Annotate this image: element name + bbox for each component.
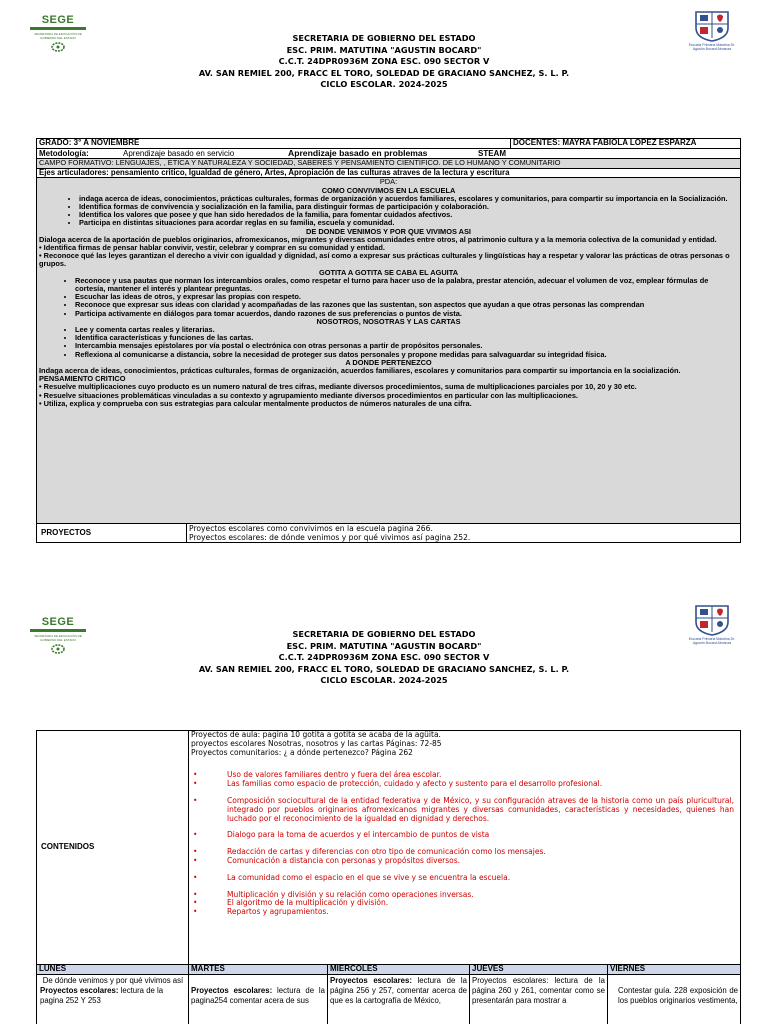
pda-item: • Participa activamente en diálogos para tomar acuerdos, dando razones de sus preferencias o puntos de vista.	[75, 310, 738, 318]
sege-logo-subtext: SECRETARIA DE EDUCACIÓN DE GOBIERNO DEL ESTADO	[34, 32, 82, 40]
martes-cell	[189, 974, 328, 1024]
pda-label: PDA:	[379, 177, 398, 187]
day-header-lunes: LUNES	[37, 965, 189, 975]
contenido-item: • Dialogo para la toma de acuerdos y el intercambio de puntos de vista	[191, 831, 738, 840]
header-line: SECRETARIA DE GOBIERNO DEL ESTADO	[292, 33, 476, 43]
header-line: CICLO ESCOLAR. 2024-2025	[320, 675, 448, 686]
school-shield-icon	[694, 604, 730, 636]
contenido-item: • Repartos y agrupamientos.	[191, 908, 738, 917]
sege-emblem-icon	[51, 644, 65, 654]
section-title: COMO CONVIVIMOS EN LA ESCUELA	[321, 185, 456, 195]
pda-item: • Reflexiona al comunicarse a distancia, sobre la necesidad de proteger sus datos personales y propone medidas para salvaguardar su integridad física.	[75, 351, 738, 359]
section-title: A DONDE PERTENEZCO	[345, 357, 432, 367]
contenidos-table	[36, 730, 741, 1024]
sege-logo-text: SEGE	[41, 616, 75, 628]
day-header-miercoles: MIERCOLES	[328, 965, 470, 975]
sege-logo	[30, 14, 86, 52]
ejes-articuladores-cell: Ejes articuladores: pensamiento critico, Igualdad de género, Artes, Apropiación de las culturas atraves de la lectura y escritura	[37, 168, 741, 178]
pda-item: • indaga acerca de ideas, conocimientos, prácticas culturales, formas de organización y acuerdos familiares, escolares y comunitarios, para compartir su importancia en la Socialización.	[79, 195, 738, 203]
pda-paragraph: Dialoga acerca de la aportación de pueblos originarios, afromexicanos, migrantes y diversas comunidades entre otros, al patrimonio cultura y a la memoria colectiva de la comunidad y entidad.	[39, 234, 717, 244]
pda-item: • Reconoce qué las leyes garantizan el derecho a vivir con igualdad y dignidad, así como a expresar sus prácticas culturales y lingüísticas hay a respetar y valorar las prácticas de otras personas o grupos.	[39, 251, 730, 269]
contenido-item: • Composición sociocultural de la entidad federativa y de México, y su configuración atraves de la historia como un país pluricultural, integrado por pueblos originarios afromexicanos migrantes y diversas comunidades, características y necesidades, quienes han luchado por el reconocimiento de la igualdad en dignidad y derechos.	[191, 797, 738, 823]
martes-rest: lectura de la pagina254 comentar acera de sus	[191, 985, 325, 1005]
ejes-row	[37, 168, 741, 178]
day-header-jueves: JUEVES	[470, 965, 608, 975]
sege-emblem-icon	[51, 42, 65, 52]
pda-paragraph: Indaga acerca de ideas, conocimientos, prácticas culturales, formas de organización, acuerdos familiares, escolares y comunitarios para compartir su importancia en la socialización.	[39, 366, 681, 376]
pda-cell	[37, 178, 741, 524]
header-title-block	[150, 629, 618, 687]
pda-row	[37, 178, 741, 524]
school-shield-icon	[694, 10, 730, 42]
contenido-item: • Uso de valores familiares dentro y fuera del área escolar.	[191, 771, 738, 780]
pda-item: • Participa en distintas situaciones para acordar reglas en su familia, escuela y comunidad.	[79, 219, 738, 227]
proyectos-row	[37, 524, 741, 543]
header-line: CICLO ESCOLAR. 2024-2025	[320, 79, 448, 90]
metodologia-cell	[37, 148, 741, 159]
miercoles-cell	[328, 974, 470, 1024]
lunes-bold: Proyectos escolares:	[40, 985, 119, 995]
proyecto-item: Proyectos escolares como convivimos en la escuela pagina 266.	[189, 524, 433, 534]
pda-item: • Resuelve multiplicaciones cuyo producto es un numero natural de tres cifras, mediante diversos procedimientos, suma de multiplicaciones parciales por 10, 20 y 30 etc.	[39, 382, 637, 392]
section-title: DE DONDE VENIMOS Y POR QUE VIVIMOS ASI	[306, 226, 471, 236]
contenido-intro: proyectos escolares Nosotras, nosotros y las cartas Páginas: 72-85	[191, 738, 442, 748]
contenidos-row	[37, 731, 741, 965]
campo-formativo-cell: CAMPO FORMATIVO: LENGUAJES, , ETICA Y NATURALEZA Y SOCIEDAD, SABERES Y PENSAMIENTO CIENTIFICO. DE LO HUMANO Y COMUNITARIO	[37, 159, 741, 169]
contenido-item: • Comunicación a distancia con personas y propósitos diversos.	[191, 857, 738, 866]
header-line: AV. SAN REMIEL 200, FRACC EL TORO, SOLEDAD DE GRACIANO SANCHEZ, S. L. P.	[198, 67, 570, 78]
contenidos-label: CONTENIDOS	[37, 731, 189, 965]
day-header-viernes: VIERNES	[608, 965, 741, 975]
page-header-1	[0, 0, 768, 110]
metodologia-problemas: Aprendizaje basado en problemas	[288, 148, 428, 158]
pda-item: • Identifica formas de convivencia y socialización en la familia, para distinguir formas de participación y colaboración.	[79, 203, 738, 211]
contenido-item: • La comunidad como el espacio en el que se vive y se encuentra la escuela.	[191, 874, 738, 883]
section-title: GOTITA A GOTITA SE CABA EL AGUITA	[318, 267, 459, 277]
viernes-cell	[608, 974, 741, 1024]
proyectos-label: PROYECTOS	[37, 524, 187, 543]
pda-item: • Lee y comenta cartas reales y literarias.	[75, 326, 738, 334]
metodologia-label: Metodología:	[39, 148, 89, 158]
contenido-item: • Multiplicación y división y su relación como operaciones inversas.	[191, 891, 738, 900]
miercoles-rest: lectura de la página 256 y 257, comentar acerca de que es la cartografía de México,	[330, 975, 467, 1005]
pda-item: • Escuchar las ideas de otros, y expresar las propias con respeto.	[75, 293, 738, 301]
pda-item: • Identifica firmas de pensar hablar convivir, vestir, celebrar y comprar en su comunidad y entidad.	[39, 243, 385, 252]
pda-item: • Intercambia mensajes epistolares por vía postal o electrónica con otras personas a partir de propósitos personales.	[75, 342, 738, 350]
sege-logo-text: SEGE	[41, 14, 75, 26]
school-logo	[684, 604, 740, 645]
pda-item: • Reconoce y usa pautas que norman los intercambios orales, como respetar el turno para hacer uso de la palabra, prestar atención, adecuar el volumen de voz, emplear fórmulas de cortesía, mantener el interés y plantear preguntas.	[75, 277, 738, 293]
pda-item: • Utiliza, explica y comprueba con sus estrategias para calcular mentalmente productos de números naturales de una cifra.	[39, 398, 472, 408]
school-logo	[684, 10, 740, 51]
lunes-rest: lectura de la pagina 252 Y 253	[40, 985, 164, 1005]
lunes-cell	[37, 974, 189, 1024]
grado-cell: GRADO: 3° A NOVIEMBRE	[37, 139, 511, 149]
lunes-text: De dónde venimos y por qué vivimos así	[42, 975, 184, 985]
header-line: C.C.T. 24DPR0936M ZONA ESC. 090 SECTOR V	[278, 56, 490, 67]
contenido-item: • Las familias como espacio de protección, cuidado y afecto y sustento para el desarrollo profesional.	[191, 780, 738, 789]
metodologia-row	[37, 148, 741, 159]
sege-logo-subtext: SECRETARIA DE EDUCACIÓN DE GOBIERNO DEL ESTADO	[34, 634, 82, 642]
viernes-text: Contestar guía. 228 exposición de los pueblos originarios vestimenta,	[618, 985, 738, 1005]
pda-subtitle: PENSAMIENTO CRITICO	[39, 374, 126, 384]
header-line: C.C.T. 24DPR0936M ZONA ESC. 090 SECTOR V	[278, 652, 490, 663]
planning-table	[36, 138, 741, 543]
pda-item: • Identifica características y funciones de las cartas.	[75, 334, 738, 342]
header-line: ESC. PRIM. MATUTINA "AGUSTIN BOCARD"	[286, 44, 482, 55]
school-logo-caption: Escuela Primaria Matutina Dr. Agustín Bocard Almanza	[688, 43, 736, 51]
header-line: SECRETARIA DE GOBIERNO DEL ESTADO	[292, 629, 476, 639]
jueves-cell: Proyectos escolares: lectura de la página 260 y 261, comentar como se presentarán para mostrar a	[470, 974, 608, 1024]
pda-item: • Reconoce que expresar sus ideas con claridad y acompañadas de las razones que las sustentan, son aspectos que ayudan a que otras personas las comprendan	[75, 301, 738, 309]
grado-row	[37, 139, 741, 149]
header-title-block	[150, 33, 618, 91]
metodologia-steam: STEAM	[478, 148, 506, 158]
pda-item: • Identifica los valores que posee y que han sido heredados de la familia, para fomentar cuidados afectivos.	[79, 211, 738, 219]
header-line: ESC. PRIM. MATUTINA "AGUSTIN BOCARD"	[286, 640, 482, 651]
section-title: NOSOTROS, NOSOTRAS Y LAS CARTAS	[316, 316, 461, 326]
contenido-intro: Proyectos de aula: pagina 10 gotita a gotita se acaba de la agüita.	[191, 730, 441, 739]
metodologia-servicio: Aprendizaje basado en servicio	[123, 148, 235, 158]
contenido-item: • El algoritmo de la multiplicación y división.	[191, 899, 738, 908]
proyecto-item: Proyectos escolares: de dónde venimos y por qué vivimos así pagina 252.	[189, 533, 471, 543]
sege-logo	[30, 616, 86, 654]
martes-bold: Proyectos escolares:	[191, 985, 273, 995]
header-line: AV. SAN REMIEL 200, FRACC EL TORO, SOLEDAD DE GRACIANO SANCHEZ, S. L. P.	[198, 663, 570, 674]
day-header-martes: MARTES	[189, 965, 328, 975]
contenido-intro: Proyectos comunitarios: ¿ a dónde pertenezco? Página 262	[191, 747, 413, 757]
miercoles-bold: Proyectos escolares:	[330, 975, 412, 985]
days-content-row	[37, 974, 741, 1024]
pda-item: • Resuelve situaciones problemáticas vinculadas a su contexto y agrupamiento mediante diversos procedimientos en particular con las multiplicaciones.	[39, 390, 578, 400]
days-header-row	[37, 965, 741, 975]
contenido-item: • Redacción de cartas y diferencias con otro tipo de comunicación como los mensajes.	[191, 848, 738, 857]
school-logo-caption: Escuela Primaria Matutina Dr. Agustín Bocard Almanza	[688, 637, 736, 645]
proyectos-cell	[187, 524, 741, 543]
docentes-cell: DOCENTES: MAYRA FABIOLA LOPEZ ESPARZA	[511, 139, 741, 149]
campo-row	[37, 159, 741, 169]
page-header-2	[0, 602, 768, 712]
contenidos-cell	[189, 731, 741, 965]
